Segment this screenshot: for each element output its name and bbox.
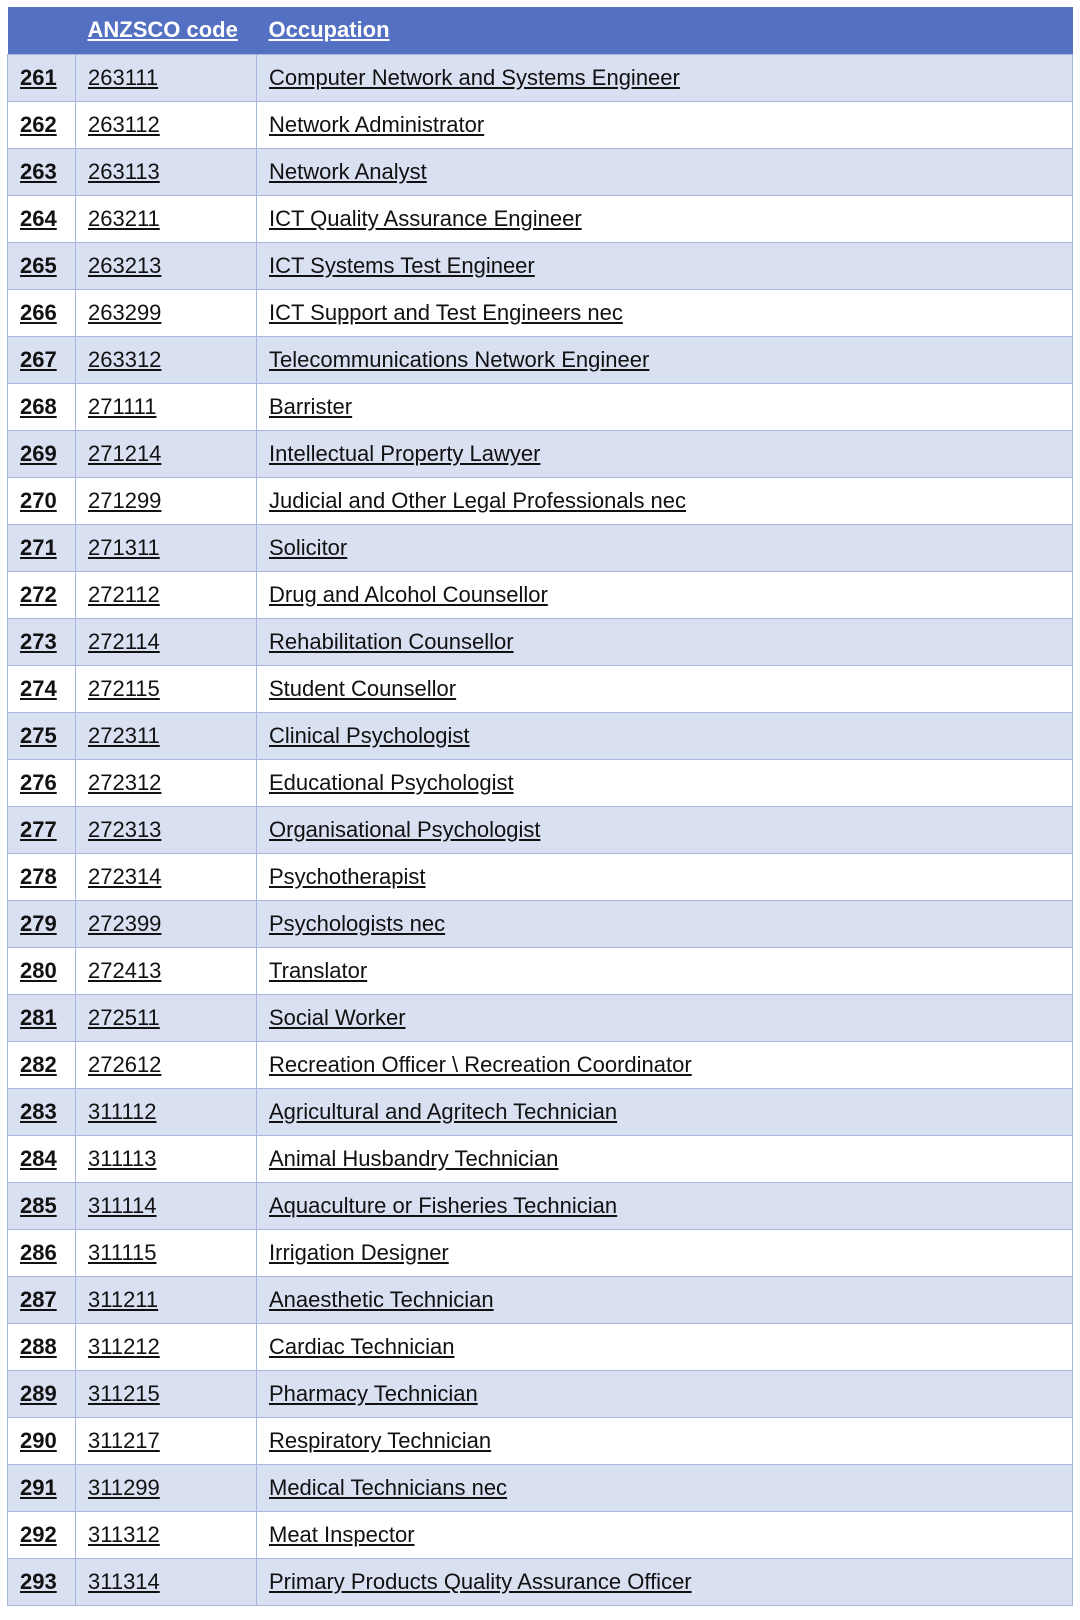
table-row: [8, 994, 1073, 1041]
anzsco-code-cell[interactable]: 311212: [76, 1323, 257, 1370]
anzsco-code-cell[interactable]: 272314: [76, 853, 257, 900]
table-row: [8, 853, 1073, 900]
occupation-cell[interactable]: Anaesthetic Technician: [257, 1276, 1073, 1323]
row-number[interactable]: 292: [8, 1511, 76, 1558]
occupation-table: [7, 7, 1073, 1606]
row-number[interactable]: 267: [8, 336, 76, 383]
occupation-cell[interactable]: Judicial and Other Legal Professionals nec: [257, 477, 1073, 524]
table-row: [8, 1464, 1073, 1511]
occupation-cell[interactable]: Translator: [257, 947, 1073, 994]
occupation-cell[interactable]: Animal Husbandry Technician: [257, 1135, 1073, 1182]
table-row: [8, 242, 1073, 289]
table-row: [8, 54, 1073, 101]
table-row: [8, 1417, 1073, 1464]
occupation-cell[interactable]: Organisational Psychologist: [257, 806, 1073, 853]
row-number[interactable]: 274: [8, 665, 76, 712]
row-number[interactable]: 273: [8, 618, 76, 665]
header-number: [8, 7, 76, 54]
row-number[interactable]: 291: [8, 1464, 76, 1511]
occupation-cell[interactable]: Aquaculture or Fisheries Technician: [257, 1182, 1073, 1229]
header-anzsco-code[interactable]: ANZSCO code: [76, 7, 257, 54]
header-occupation[interactable]: Occupation: [257, 7, 1073, 54]
anzsco-code-cell[interactable]: 272313: [76, 806, 257, 853]
anzsco-code-cell[interactable]: 272114: [76, 618, 257, 665]
table-body: [8, 54, 1073, 1605]
row-number[interactable]: 284: [8, 1135, 76, 1182]
occupation-cell[interactable]: Recreation Officer \ Recreation Coordinator: [257, 1041, 1073, 1088]
occupation-cell[interactable]: ICT Support and Test Engineers nec: [257, 289, 1073, 336]
anzsco-code-cell[interactable]: 272311: [76, 712, 257, 759]
row-number[interactable]: 286: [8, 1229, 76, 1276]
table-row: [8, 665, 1073, 712]
row-number[interactable]: 283: [8, 1088, 76, 1135]
table-row: [8, 1041, 1073, 1088]
anzsco-code-cell[interactable]: 311299: [76, 1464, 257, 1511]
row-number[interactable]: 265: [8, 242, 76, 289]
occupation-cell[interactable]: Psychotherapist: [257, 853, 1073, 900]
occupation-cell[interactable]: Network Administrator: [257, 101, 1073, 148]
anzsco-code-cell[interactable]: 272511: [76, 994, 257, 1041]
row-number[interactable]: 275: [8, 712, 76, 759]
table-row: [8, 712, 1073, 759]
table-row: [8, 1558, 1073, 1605]
table-row: [8, 571, 1073, 618]
row-number[interactable]: 293: [8, 1558, 76, 1605]
anzsco-code-cell[interactable]: 272312: [76, 759, 257, 806]
anzsco-code-cell[interactable]: 311112: [76, 1088, 257, 1135]
occupation-cell[interactable]: ICT Systems Test Engineer: [257, 242, 1073, 289]
anzsco-code-cell[interactable]: 272112: [76, 571, 257, 618]
occupation-cell[interactable]: Respiratory Technician: [257, 1417, 1073, 1464]
anzsco-code-cell[interactable]: 311113: [76, 1135, 257, 1182]
anzsco-code-cell[interactable]: 263299: [76, 289, 257, 336]
anzsco-code-cell[interactable]: 271214: [76, 430, 257, 477]
row-number[interactable]: 263: [8, 148, 76, 195]
anzsco-code-cell[interactable]: 311115: [76, 1229, 257, 1276]
table-row: [8, 900, 1073, 947]
row-number[interactable]: 261: [8, 54, 76, 101]
row-number[interactable]: 287: [8, 1276, 76, 1323]
row-number[interactable]: 277: [8, 806, 76, 853]
anzsco-code-cell[interactable]: 272413: [76, 947, 257, 994]
table-row: [8, 430, 1073, 477]
table-row: [8, 1135, 1073, 1182]
table-row: [8, 477, 1073, 524]
occupation-cell[interactable]: Student Counsellor: [257, 665, 1073, 712]
table-row: [8, 1511, 1073, 1558]
anzsco-code-cell[interactable]: 272612: [76, 1041, 257, 1088]
anzsco-code-cell[interactable]: 311114: [76, 1182, 257, 1229]
row-number[interactable]: 276: [8, 759, 76, 806]
row-number[interactable]: 290: [8, 1417, 76, 1464]
anzsco-code-cell[interactable]: 263211: [76, 195, 257, 242]
anzsco-code-cell[interactable]: 311211: [76, 1276, 257, 1323]
table-row: [8, 524, 1073, 571]
row-number[interactable]: 272: [8, 571, 76, 618]
anzsco-code-cell[interactable]: 311314: [76, 1558, 257, 1605]
anzsco-code-cell[interactable]: 311217: [76, 1417, 257, 1464]
row-number[interactable]: 268: [8, 383, 76, 430]
row-number[interactable]: 281: [8, 994, 76, 1041]
occupation-table-container: [7, 7, 1072, 1606]
anzsco-code-cell[interactable]: 263213: [76, 242, 257, 289]
table-row: [8, 148, 1073, 195]
table-header: [8, 7, 1073, 54]
row-number[interactable]: 270: [8, 477, 76, 524]
row-number[interactable]: 271: [8, 524, 76, 571]
row-number[interactable]: 282: [8, 1041, 76, 1088]
occupation-cell[interactable]: Barrister: [257, 383, 1073, 430]
row-number[interactable]: 262: [8, 101, 76, 148]
row-number[interactable]: 285: [8, 1182, 76, 1229]
table-row: [8, 289, 1073, 336]
anzsco-code-cell[interactable]: 311215: [76, 1370, 257, 1417]
table-row: [8, 1323, 1073, 1370]
occupation-cell[interactable]: Pharmacy Technician: [257, 1370, 1073, 1417]
occupation-cell[interactable]: Drug and Alcohol Counsellor: [257, 571, 1073, 618]
anzsco-code-cell[interactable]: 272399: [76, 900, 257, 947]
table-row: [8, 759, 1073, 806]
table-row: [8, 383, 1073, 430]
occupation-cell[interactable]: Computer Network and Systems Engineer: [257, 54, 1073, 101]
occupation-cell[interactable]: Solicitor: [257, 524, 1073, 571]
anzsco-code-cell[interactable]: 271299: [76, 477, 257, 524]
row-number[interactable]: 269: [8, 430, 76, 477]
row-number[interactable]: 288: [8, 1323, 76, 1370]
table-row: [8, 1182, 1073, 1229]
occupation-cell[interactable]: ICT Quality Assurance Engineer: [257, 195, 1073, 242]
table-row: [8, 947, 1073, 994]
table-row: [8, 1088, 1073, 1135]
anzsco-code-cell[interactable]: 263112: [76, 101, 257, 148]
row-number[interactable]: 278: [8, 853, 76, 900]
occupation-cell[interactable]: Meat Inspector: [257, 1511, 1073, 1558]
anzsco-code-cell[interactable]: 271311: [76, 524, 257, 571]
table-row: [8, 1370, 1073, 1417]
table-row: [8, 1276, 1073, 1323]
table-row: [8, 806, 1073, 853]
anzsco-code-cell[interactable]: 263111: [76, 54, 257, 101]
occupation-cell[interactable]: Irrigation Designer: [257, 1229, 1073, 1276]
occupation-cell[interactable]: Educational Psychologist: [257, 759, 1073, 806]
row-number[interactable]: 266: [8, 289, 76, 336]
occupation-cell[interactable]: Primary Products Quality Assurance Officer: [257, 1558, 1073, 1605]
table-row: [8, 195, 1073, 242]
occupation-cell[interactable]: Agricultural and Agritech Technician: [257, 1088, 1073, 1135]
table-row: [8, 101, 1073, 148]
occupation-cell[interactable]: Social Worker: [257, 994, 1073, 1041]
occupation-cell[interactable]: Intellectual Property Lawyer: [257, 430, 1073, 477]
occupation-cell[interactable]: Medical Technicians nec: [257, 1464, 1073, 1511]
anzsco-code-cell[interactable]: 311312: [76, 1511, 257, 1558]
header-row: [8, 7, 1073, 54]
table-row: [8, 1229, 1073, 1276]
occupation-cell[interactable]: Network Analyst: [257, 148, 1073, 195]
row-number[interactable]: 289: [8, 1370, 76, 1417]
occupation-cell[interactable]: Cardiac Technician: [257, 1323, 1073, 1370]
anzsco-code-cell[interactable]: 272115: [76, 665, 257, 712]
table-row: [8, 336, 1073, 383]
row-number[interactable]: 264: [8, 195, 76, 242]
row-number[interactable]: 279: [8, 900, 76, 947]
anzsco-code-cell[interactable]: 271111: [76, 383, 257, 430]
anzsco-code-cell[interactable]: 263113: [76, 148, 257, 195]
anzsco-code-cell[interactable]: 263312: [76, 336, 257, 383]
occupation-cell[interactable]: Clinical Psychologist: [257, 712, 1073, 759]
table-row: [8, 618, 1073, 665]
occupation-cell[interactable]: Rehabilitation Counsellor: [257, 618, 1073, 665]
occupation-cell[interactable]: Telecommunications Network Engineer: [257, 336, 1073, 383]
row-number[interactable]: 280: [8, 947, 76, 994]
occupation-cell[interactable]: Psychologists nec: [257, 900, 1073, 947]
